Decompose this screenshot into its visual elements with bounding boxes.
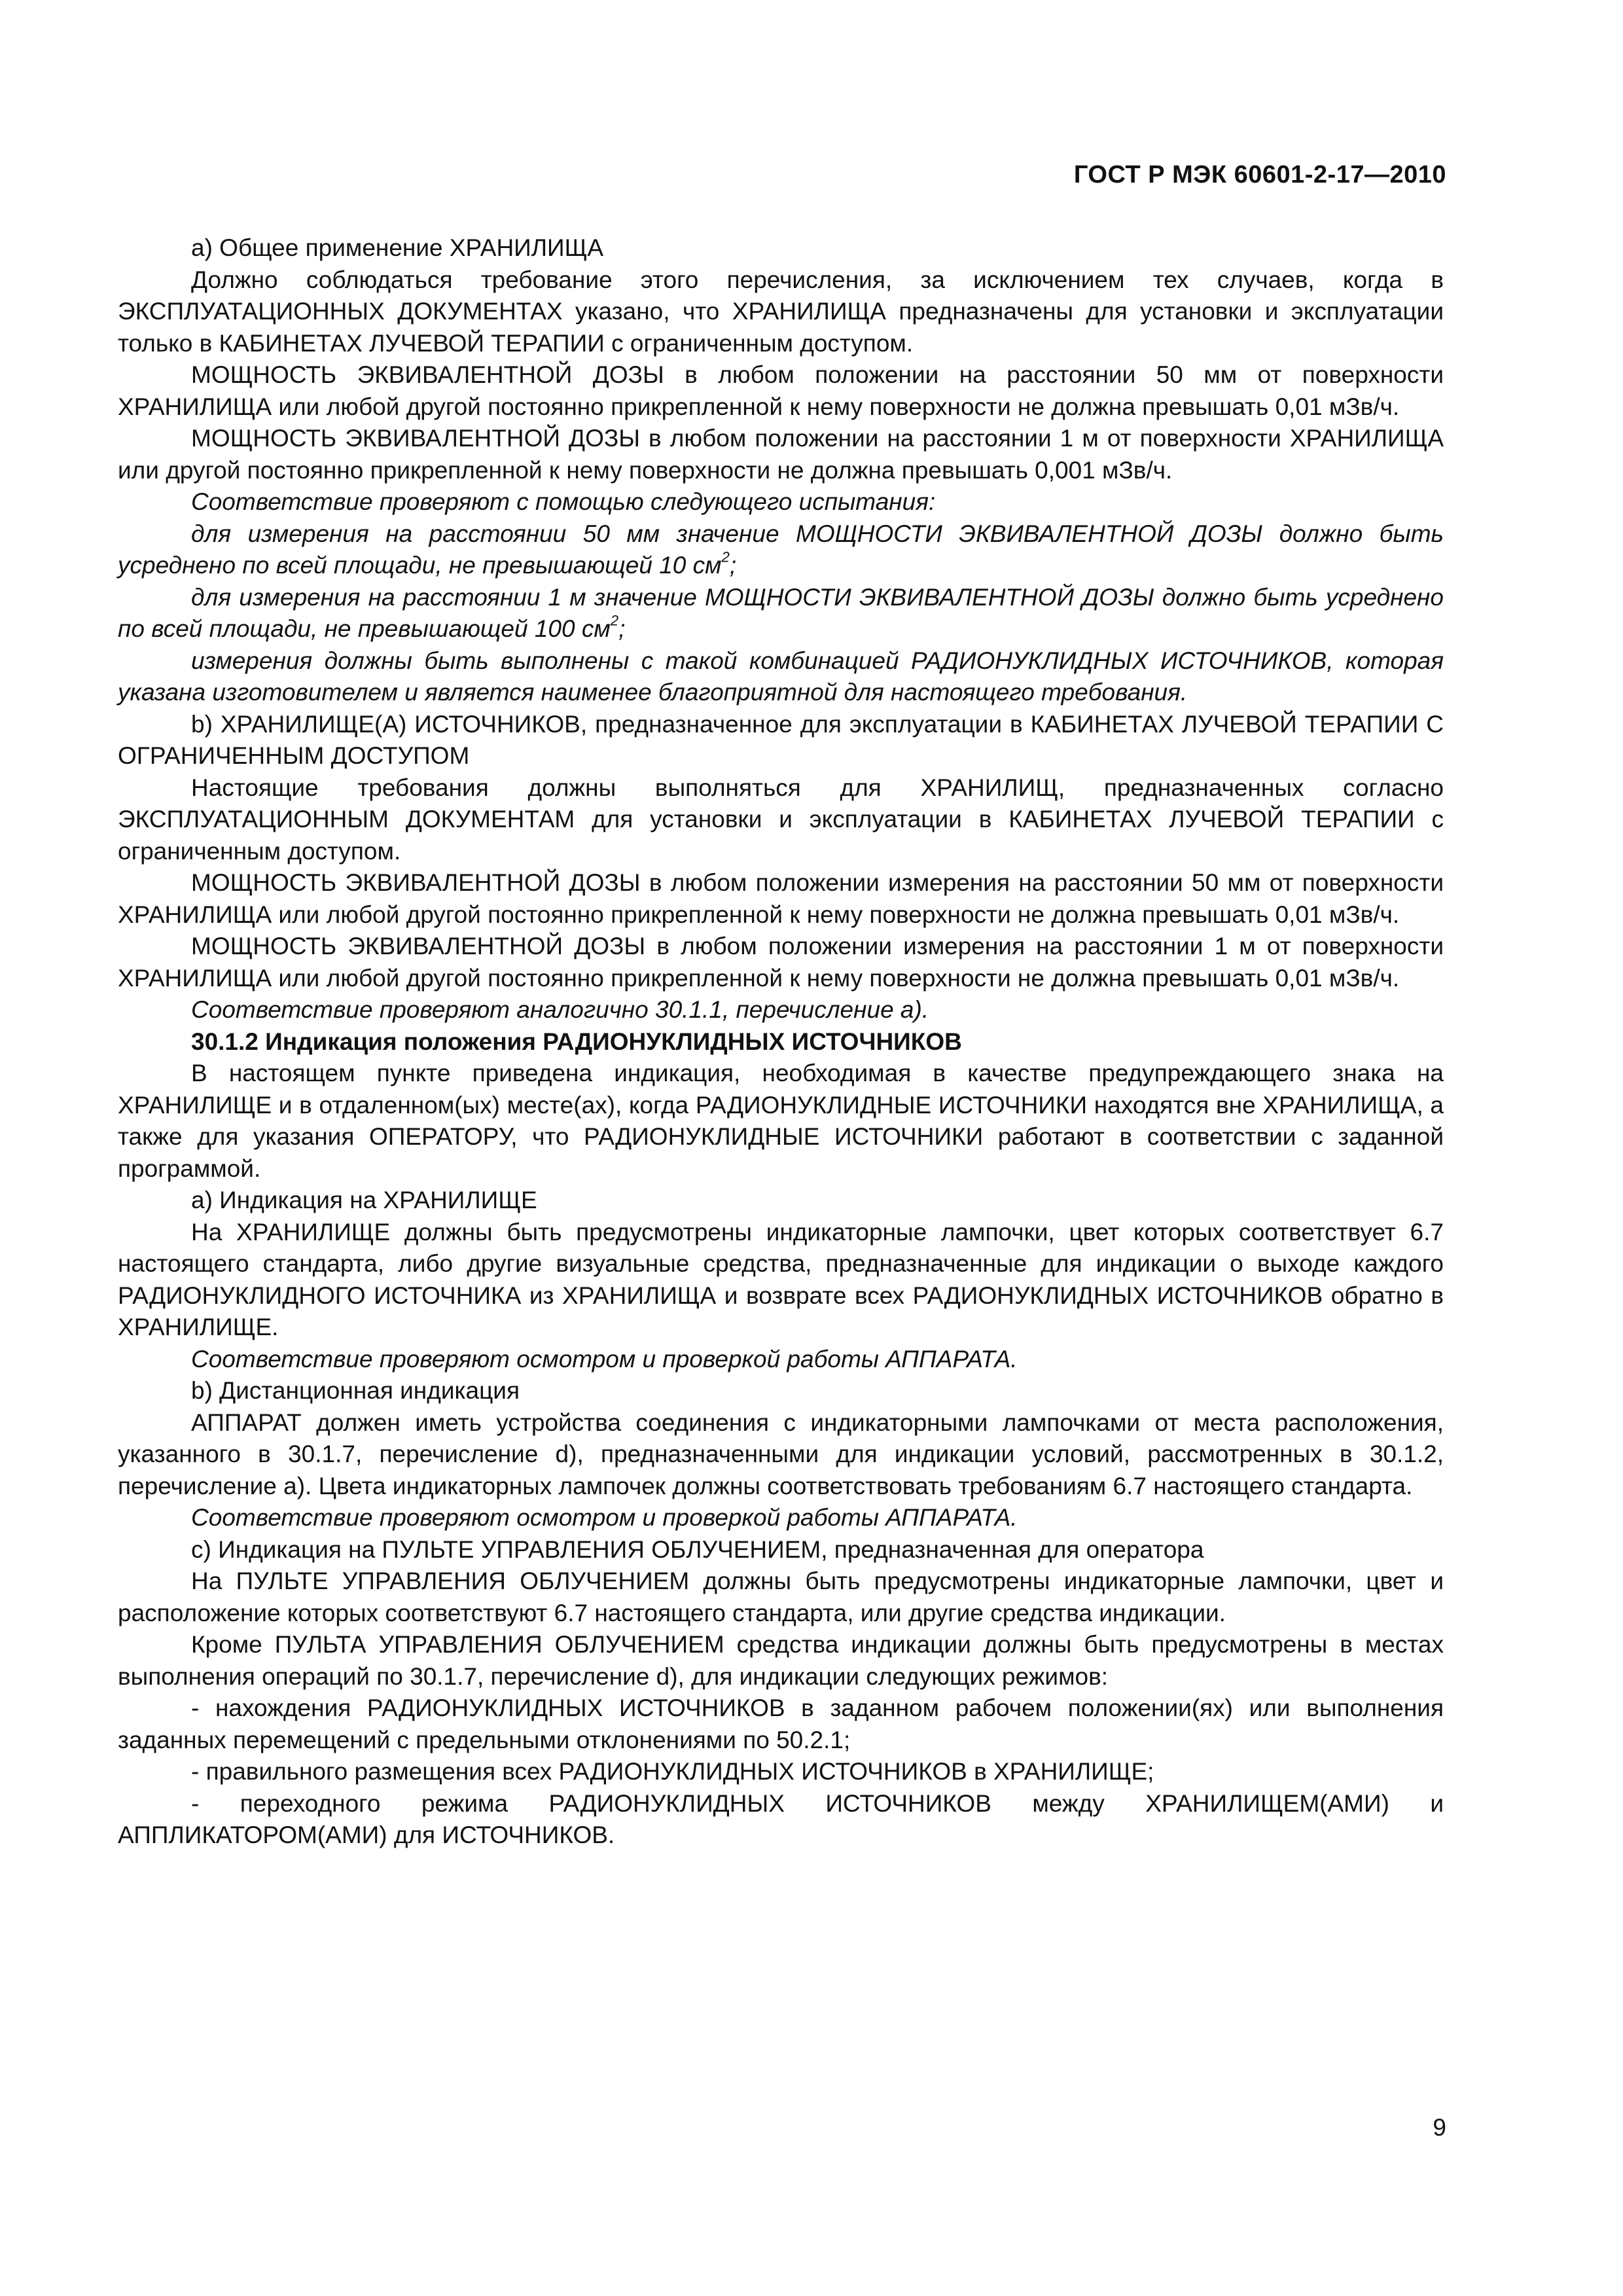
list-item: - правильного размещения всех РАДИОНУКЛИДНЫХ ИСТОЧНИКОВ в ХРАНИЛИЩЕ; [191, 1758, 1154, 1785]
paragraph: Настоящие требования должны выполняться для ХРАНИЛИЩ, предназначенных согласно ЭКСПЛУАТАЦИОННЫМ ДОКУМЕНТАМ для установки и эксплуатации в КАБИНЕТАХ ЛУЧЕВОЙ ТЕРАПИИ с ограниченным доступом. [118, 774, 1444, 865]
paragraph: а) Индикация на ХРАНИЛИЩЕ [191, 1187, 537, 1213]
document-code-header: ГОСТ Р МЭК 60601-2-17—2010 [1073, 161, 1446, 188]
paragraph-text: для измерения на расстоянии 50 мм значение МОЩНОСТИ ЭКВИВАЛЕНТНОЙ ДОЗЫ должно быть усреднено по всей площади, не превышающей 10 см [118, 520, 1444, 579]
paragraph: МОЩНОСТЬ ЭКВИВАЛЕНТНОЙ ДОЗЫ в любом положении измерения на расстоянии 1 м от поверхности ХРАНИЛИЩА или любой другой постоянно прикрепленной к нему поверхности не должна превышать 0,01 мЗв/ч. [118, 933, 1444, 992]
paragraph: с) Индикация на ПУЛЬТЕ УПРАВЛЕНИЯ ОБЛУЧЕНИЕМ, предназначенная для оператора [191, 1535, 1204, 1563]
paragraph: Должно соблюдаться требование этого перечисления, за исключением тех случаев, когда в ЭКСПЛУАТАЦИОННЫХ ДОКУМЕНТАХ указано, что ХРАНИЛИЩА предназначены для установки и эксплуатации только в КАБИНЕТАХ ЛУЧЕВОЙ ТЕРАПИИ с ограниченным доступом. [118, 266, 1444, 357]
paragraph-text: для измерения на расстоянии 1 м значение МОЩНОСТИ ЭКВИВАЛЕНТНОЙ ДОЗЫ должно быть усреднено по всей площади, не превышающей 100 см [118, 583, 1444, 642]
paragraph: b) ХРАНИЛИЩЕ(А) ИСТОЧНИКОВ, предназначенное для эксплуатации в КАБИНЕТАХ ЛУЧЕВОЙ ТЕРАПИИ С ОГРАНИЧЕННЫМ ДОСТУПОМ [118, 710, 1444, 769]
list-item: - переходного режима РАДИОНУКЛИДНЫХ ИСТОЧНИКОВ между ХРАНИЛИЩЕМ(АМИ) и АППЛИКАТОРОМ(АМИ) для ИСТОЧНИКОВ. [118, 1789, 1444, 1848]
paragraph: На ПУЛЬТЕ УПРАВЛЕНИЯ ОБЛУЧЕНИЕМ должны быть предусмотрены индикаторные лампочки, цвет и расположение которых соответствуют 6.7 настоящего стандарта, или другие средства индикации. [118, 1568, 1444, 1626]
paragraph: На ХРАНИЛИЩЕ должны быть предусмотрены индикаторные лампочки, цвет которых соответствует 6.7 настоящего стандарта, либо другие визуальные средства, предназначенные для индикации о выходе каждого РАДИОНУКЛИДНОГО ИСТОЧНИКА из ХРАНИЛИЩА и возврате всех РАДИОНУКЛИДНЫХ ИСТОЧНИКОВ обратно в ХРАНИЛИЩЕ. [118, 1218, 1444, 1340]
paragraph: а) Общее применение ХРАНИЛИЩА [191, 234, 603, 261]
paragraph: АППАРАТ должен иметь устройства соединения с индикаторными лампочками от места расположения, указанного в 30.1.7, перечисление d), предназначенными для индикации условий, рассмотренных в 30.1.2, перечисление а). Цвета индикаторных лампочек должны соответствовать требованиям 6.7 настоящего стандарта. [118, 1408, 1444, 1499]
paragraph: b) Дистанционная индикация [191, 1377, 520, 1404]
compliance-note: Соответствие проверяют осмотром и проверкой работы АППАРАТА. [191, 1504, 1018, 1531]
superscript: 2 [610, 612, 619, 629]
paragraph: МОЩНОСТЬ ЭКВИВАЛЕНТНОЙ ДОЗЫ в любом положении на расстоянии 50 мм от поверхности ХРАНИЛИЩА или любой другой постоянно прикрепленной к нему поверхности не должна превышать 0,01 мЗв/ч. [118, 361, 1444, 420]
paragraph: Кроме ПУЛЬТА УПРАВЛЕНИЯ ОБЛУЧЕНИЕМ средства индикации должны быть предусмотрены в местах выполнения операций по 30.1.7, перечисление d), для индикации следующих режимов: [118, 1631, 1444, 1690]
list-item: - нахождения РАДИОНУКЛИДНЫХ ИСТОЧНИКОВ в заданном рабочем положении(ях) или выполнения заданных перемещений с предельными отклонениями по 50.2.1; [118, 1695, 1444, 1753]
page-number: 9 [1433, 2114, 1446, 2141]
paragraph: МОЩНОСТЬ ЭКВИВАЛЕНТНОЙ ДОЗЫ в любом положении измерения на расстоянии 50 мм от поверхности ХРАНИЛИЩА или любой другой постоянно прикрепленной к нему поверхности не должна превышать 0,01 мЗв/ч. [118, 869, 1444, 928]
paragraph-suffix: ; [729, 552, 737, 579]
paragraph-suffix: ; [618, 615, 626, 642]
section-heading: 30.1.2 Индикация положения РАДИОНУКЛИДНЫХ ИСТОЧНИКОВ [191, 1028, 962, 1055]
paragraph: МОЩНОСТЬ ЭКВИВАЛЕНТНОЙ ДОЗЫ в любом положении на расстоянии 1 м от поверхности ХРАНИЛИЩА или другой постоянно прикрепленной к нему поверхности не должна превышать 0,001 мЗв/ч. [118, 425, 1444, 484]
compliance-note [118, 518, 1444, 582]
compliance-note [118, 582, 1444, 645]
paragraph: В настоящем пункте приведена индикация, необходимая в качестве предупреждающего знака на ХРАНИЛИЩЕ и в отдаленном(ых) месте(ах), когда РАДИОНУКЛИДНЫЕ ИСТОЧНИКИ находятся вне ХРАНИЛИЩА, а также для указания ОПЕРАТОРУ, что РАДИОНУКЛИДНЫЕ ИСТОЧНИКИ работают в соответствии с заданной программой. [118, 1060, 1444, 1182]
compliance-note: измерения должны быть выполнены с такой комбинацией РАДИОНУКЛИДНЫХ ИСТОЧНИКОВ, которая указана изготовителем и является наименее благоприятной для настоящего требования. [118, 647, 1444, 706]
compliance-note: Соответствие проверяют аналогично 30.1.1, перечисление а). [191, 996, 929, 1023]
compliance-note: Соответствие проверяют с помощью следующего испытания: [191, 488, 936, 515]
compliance-note: Соответствие проверяют осмотром и проверкой работы АППАРАТА. [191, 1345, 1018, 1372]
document-body [118, 232, 1444, 1852]
superscript: 2 [721, 548, 730, 565]
